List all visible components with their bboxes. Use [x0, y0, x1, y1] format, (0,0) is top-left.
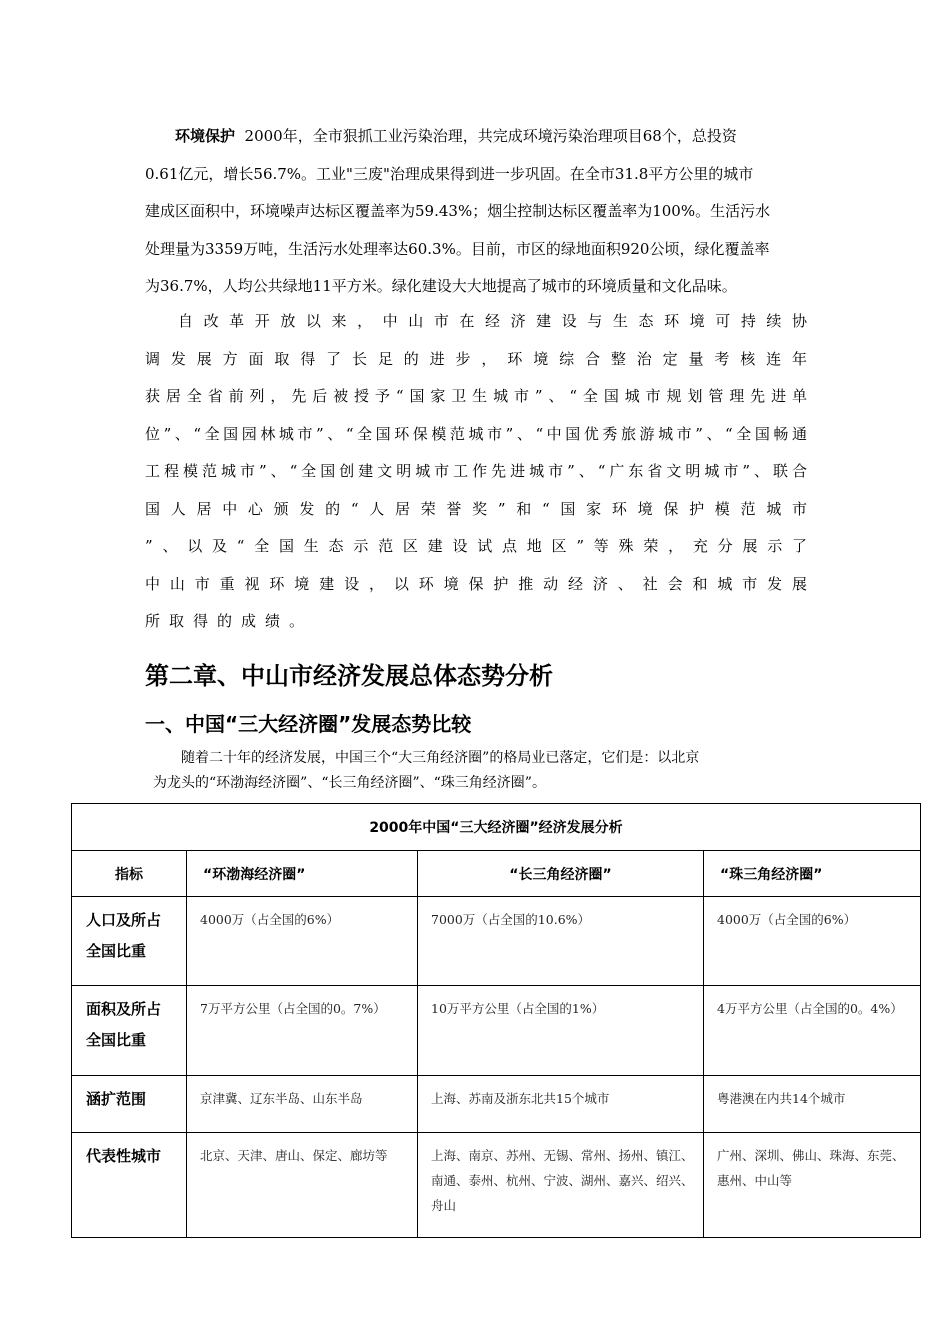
table-row: [72, 986, 921, 1076]
paragraph-line: 随着二十年的经济发展，中国三个“大三角经济圈”的格局业已落定，它们是：以北京: [181, 750, 700, 766]
column-header-bohai: “环渤海经济圈”: [187, 851, 418, 897]
table-caption: 2000年中国“三大经济圈”经济发展分析: [72, 804, 921, 851]
paragraph-line: 国人居中心颁发的“人居荣誉奖”和“国家环境保护模范城市: [145, 499, 807, 518]
row-label-line: 面积及所占: [86, 1000, 162, 1018]
table-cell: [418, 986, 704, 1076]
row-label-line: 全国比重: [86, 942, 147, 960]
table-row: [72, 897, 921, 986]
table-cell: [187, 986, 418, 1076]
cell-line: 4000万（占全国的6%）: [200, 912, 340, 927]
row-label: [72, 897, 187, 986]
paragraph-line: 位”、“全国园林城市”、“全国环保模范城市”、“中国优秀旅游城市”、“全国畅通: [145, 424, 807, 443]
cell-line: 上海、苏南及浙东北共15个城市: [431, 1091, 610, 1106]
table-header-row: [72, 851, 921, 897]
row-label-line: 涵扩范围: [86, 1090, 147, 1108]
table-cell: [418, 1133, 704, 1238]
cell-line: 北京、天津、唐山、保定、廊坊等: [200, 1148, 388, 1163]
cell-line: 4000万（占全国的6%）: [717, 912, 857, 927]
row-label: [72, 986, 187, 1076]
paragraph-line: 建成区面积中，环境噪声达标区覆盖率为59.43%；烟尘控制达标区覆盖率为100%。生活污水: [145, 202, 771, 220]
paragraph-line: 工程模范城市”、“全国创建文明城市工作先进城市”、“广东省文明城市”、联合: [145, 462, 807, 480]
paragraph-line: 调发展方面取得了长足的进步，环境综合整治定量考核连年: [145, 349, 807, 368]
table-cell: [187, 897, 418, 986]
table-cell: [704, 897, 921, 986]
paragraph-line: 自改革开放以来，中山市在经济建设与生态环境可持续协: [178, 312, 807, 330]
table-cell: [704, 1133, 921, 1238]
paragraph-line: 为龙头的“环渤海经济圈”、“长三角经济圈”、“珠三角经济圈”。: [153, 775, 546, 791]
paragraph-line: 所取得的成绩。: [145, 612, 314, 630]
table-cell: [418, 897, 704, 986]
economic-circle-table: [71, 803, 921, 1238]
paragraph-line: 中山市重视环境建设，以环境保护推动经济、社会和城市发展: [145, 574, 807, 593]
chapter-title: 第二章、中山市经济发展总体态势分析: [145, 662, 553, 690]
row-label-line: 人口及所占: [86, 911, 162, 929]
paragraph-line: ”、以及“全国生态示范区建设试点地区”等殊荣，充分展示了: [145, 537, 807, 555]
environment-label: 环境保护: [175, 127, 236, 145]
column-header-yangtze: “长三角经济圈”: [418, 851, 704, 897]
paragraph-text: 2000年，全市狠抓工业污染治理，共完成环境污染治理项目68个，总投资: [235, 127, 737, 145]
row-label-line: 代表性城市: [86, 1147, 162, 1165]
environment-paragraph: [145, 118, 807, 306]
row-label: [72, 1133, 187, 1238]
cell-line: 7万平方公里（占全国的0。7%）: [200, 1001, 386, 1016]
table-cell: [704, 1076, 921, 1133]
cell-line: 7000万（占全国的10.6%）: [431, 912, 591, 927]
paragraph-line: 0.61亿元，增长56.7%。工业"三废"治理成果得到进一步巩固。在全市31.8平方公里的城市: [145, 164, 754, 183]
column-header-indicator: 指标: [72, 851, 187, 897]
cell-line: 南通、泰州、杭州、宁波、湖州、嘉兴、绍兴、: [431, 1173, 694, 1188]
cell-line: 粤港澳在内共14个城市: [717, 1091, 846, 1106]
table-cell: [418, 1076, 704, 1133]
column-header-pearl: “珠三角经济圈”: [704, 851, 921, 897]
row-label-line: 全国比重: [86, 1031, 147, 1049]
cell-line: 京津冀、辽东半岛、山东半岛: [200, 1091, 363, 1106]
cell-line: 广州、深圳、佛山、珠海、东莞、: [717, 1148, 905, 1163]
cell-line: 惠州、中山等: [717, 1173, 793, 1188]
reform-paragraph: [145, 303, 807, 641]
table-row: [72, 1133, 921, 1238]
cell-line: 舟山: [431, 1198, 457, 1213]
intro-paragraph: [145, 746, 807, 796]
paragraph-line: 处理量为3359万吨，生活污水处理率达60.3%。目前，市区的绿地面积920公顷，绿化覆盖率: [145, 239, 770, 258]
table-row: [72, 1076, 921, 1133]
cell-line: 4万平方公里（占全国的0。4%）: [717, 1001, 903, 1016]
row-label: [72, 1076, 187, 1133]
table-cell: [187, 1133, 418, 1238]
cell-line: 上海、南京、苏州、无锡、常州、扬州、镇江、: [431, 1148, 694, 1163]
table-cell: [704, 986, 921, 1076]
table-cell: [187, 1076, 418, 1133]
section-title: 一、中国“三大经济圈”发展态势比较: [145, 712, 472, 736]
cell-line: 10万平方公里（占全国的1%）: [431, 1001, 605, 1016]
paragraph-line: 获居全省前列，先后被授予“国家卫生城市”、“全国城市规划管理先进单: [145, 387, 807, 405]
paragraph-line: [145, 118, 807, 156]
paragraph-line: 为36.7%，人均公共绿地11平方米。绿化建设大大地提高了城市的环境质量和文化品味。: [145, 277, 737, 295]
